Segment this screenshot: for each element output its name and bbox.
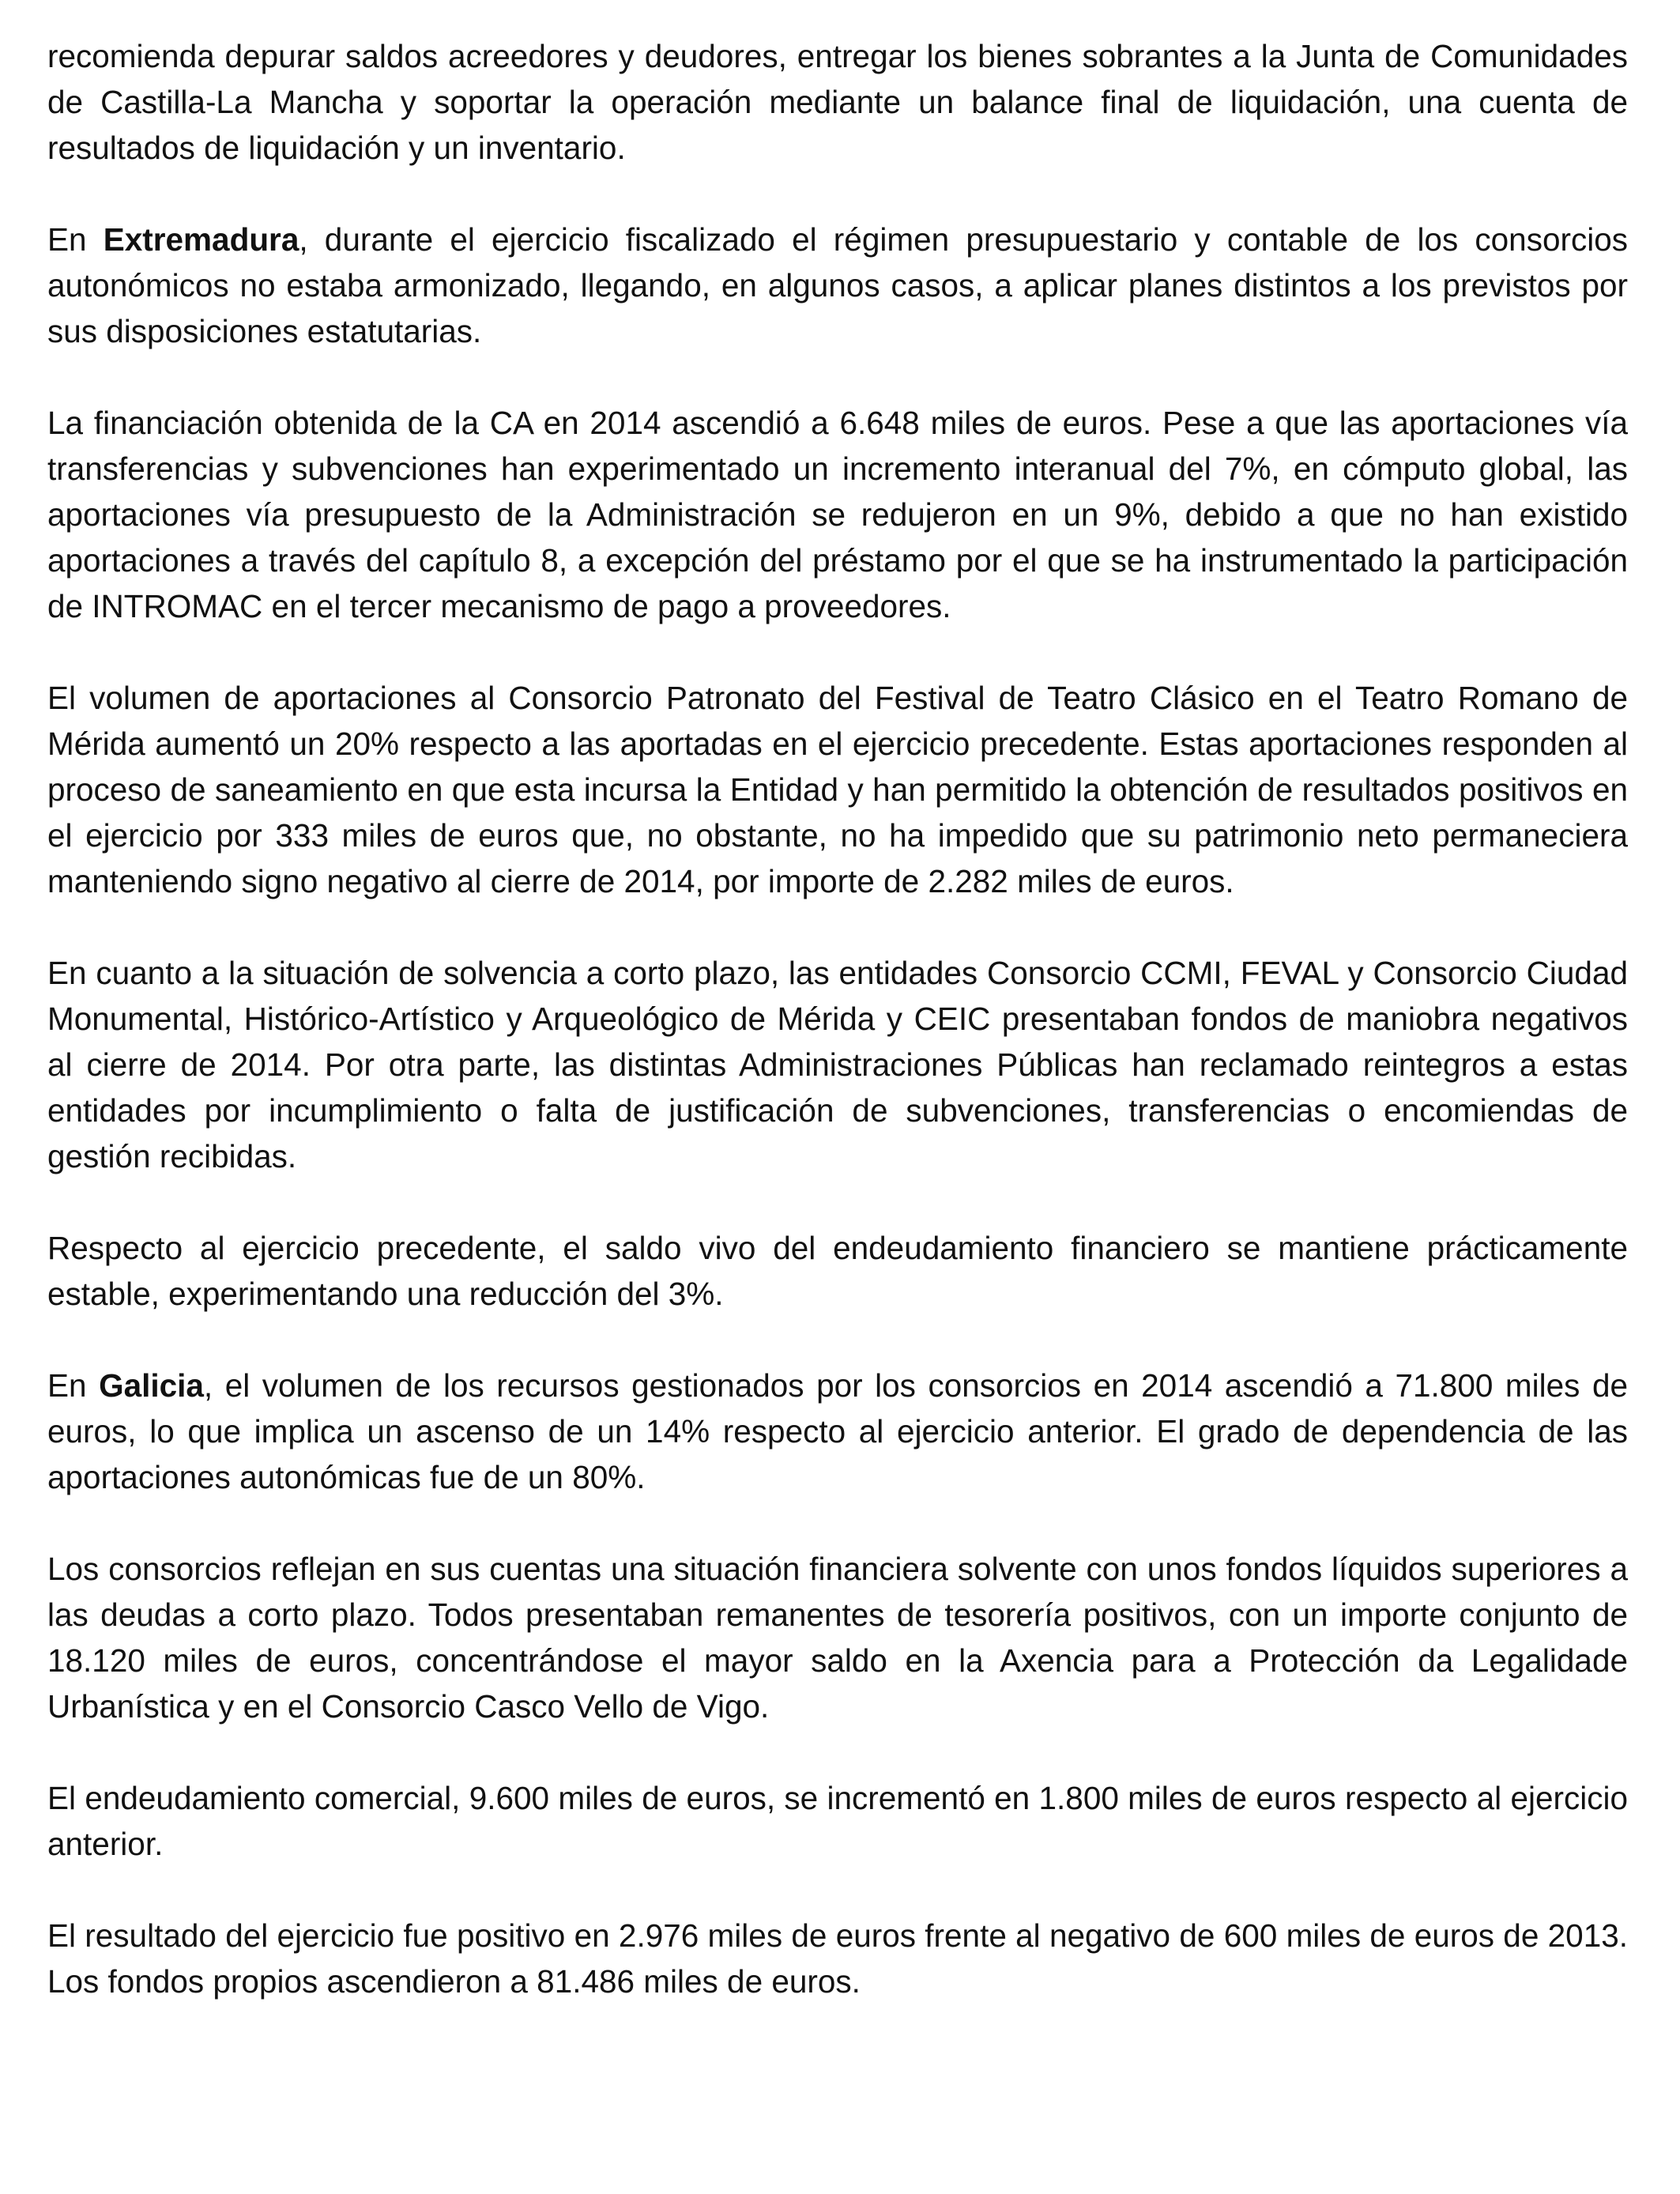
paragraph-text: Los consorcios reflejan en sus cuentas una situación financiera solvente con unos fondos líquidos superiores a las deudas a corto plazo. Todos presentaban remanentes de tesorería positivos, con un importe conjunto de 18.120 miles de euros, concentrándose el mayor saldo en la Axencia para a Protección da Legalidade Urbanística y en el Consorcio Casco Vello de Vigo.	[47, 1551, 1628, 1725]
paragraph-text: recomienda depurar saldos acreedores y deudores, entregar los bienes sobrantes a la Junta de Comunidades de Castilla-La Mancha y soportar la operación mediante un balance final de liquidación, una cuenta de resultados de liquidación y un inventario.	[47, 38, 1628, 166]
paragraph-text: El volumen de aportaciones al Consorcio Patronato del Festival de Teatro Clásico en el Teatro Romano de Mérida aumentó un 20% respecto a las aportadas en el ejercicio precedente. Estas aportaciones responden al proceso de saneamiento en que esta incursa la Entidad y han permitido la obtención de resultados positivos en el ejercicio por 333 miles de euros que, no obstante, no ha impedido que su patrimonio neto permaneciera manteniendo signo negativo al cierre de 2014, por importe de 2.282 miles de euros.	[47, 680, 1628, 899]
paragraph-text: El resultado del ejercicio fue positivo en 2.976 miles de euros frente al negativo de 600 miles de euros de 2013. Los fondos propios ascendieron a 81.486 miles de euros.	[47, 1917, 1628, 2000]
paragraph	[47, 950, 1628, 1179]
paragraph	[47, 1225, 1628, 1317]
paragraph-text: En	[47, 1367, 100, 1404]
paragraph	[47, 1363, 1628, 1500]
paragraph-text: El endeudamiento comercial, 9.600 miles de euros, se incrementó en 1.800 miles de euros respecto al ejercicio anterior.	[47, 1780, 1628, 1862]
paragraph-text: En cuanto a la situación de solvencia a corto plazo, las entidades Consorcio CCMI, FEVAL y Consorcio Ciudad Monumental, Histórico-Artístico y Arqueológico de Mérida y CEIC presentaban fondos de maniobra negativos al cierre de 2014. Por otra parte, las distintas Administraciones Públicas han reclamado reintegros a estas entidades por incumplimiento o falta de justificación de subvenciones, transferencias o encomiendas de gestión recibidas.	[47, 955, 1628, 1174]
paragraph	[47, 675, 1628, 904]
paragraph	[47, 1913, 1628, 2004]
paragraph-text: , durante el ejercicio fiscalizado el régimen presupuestario y contable de los consorcios autonómicos no estaba armonizado, llegando, en algunos casos, a aplicar planes distintos a los previstos por sus disposiciones estatutarias.	[47, 221, 1628, 349]
paragraph-text: Respecto al ejercicio precedente, el saldo vivo del endeudamiento financiero se mantiene prácticamente estable, experimentando una reducción del 3%.	[47, 1230, 1628, 1312]
paragraph-text: , el volumen de los recursos gestionados por los consorcios en 2014 ascendió a 71.800 miles de euros, lo que implica un ascenso de un 14% respecto al ejercicio anterior. El grado de dependencia de las aportaciones autonómicas fue de un 80%.	[47, 1367, 1628, 1495]
paragraph	[47, 1775, 1628, 1867]
region-name-bold: Galicia	[99, 1367, 204, 1404]
paragraph	[47, 33, 1628, 171]
paragraph-text: La financiación obtenida de la CA en 2014 ascendió a 6.648 miles de euros. Pese a que las aportaciones vía transferencias y subvenciones han experimentado un incremento interanual del 7%, en cómputo global, las aportaciones vía presupuesto de la Administración se redujeron en un 9%, debido a que no han existido aportaciones a través del capítulo 8, a excepción del préstamo por el que se ha instrumentado la participación de INTROMAC en el tercer mecanismo de pago a proveedores.	[47, 405, 1628, 624]
paragraph	[47, 400, 1628, 629]
document-body	[47, 33, 1628, 2050]
paragraph	[47, 217, 1628, 354]
region-name-bold: Extremadura	[103, 221, 299, 258]
paragraph-text: En	[47, 221, 104, 258]
paragraph	[47, 1546, 1628, 1729]
